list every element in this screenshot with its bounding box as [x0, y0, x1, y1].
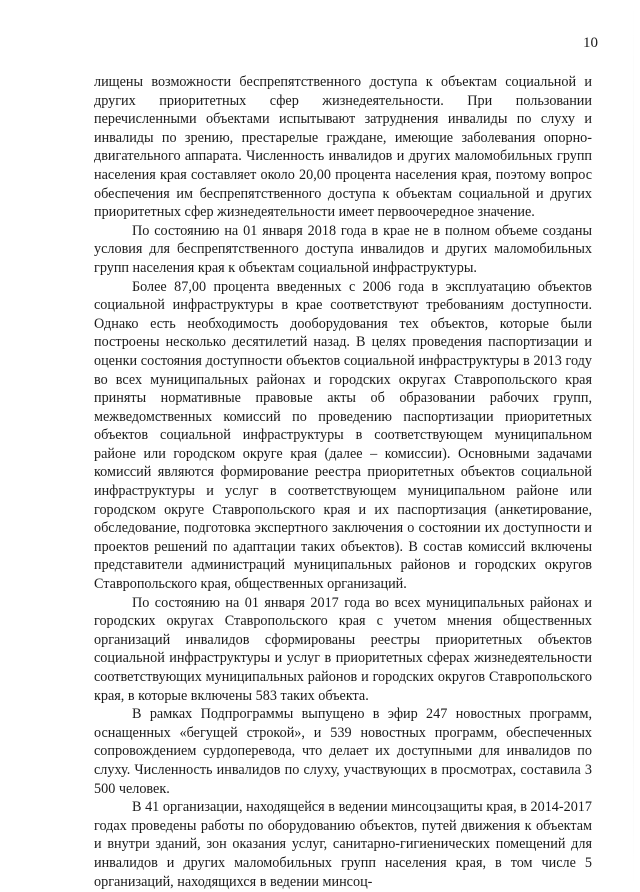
page-edge-shadow — [633, 0, 634, 892]
document-body — [94, 73, 592, 891]
paragraph-2017-registers: По состоянию на 01 января 2017 года во всех муниципальных районах и городских округах Ставропольского края с учетом мнения общественных организаций инвалидов сформированы реестры приоритетных объектов социальной инфраструктуры и услуг в приоритетных сферах жизнедеятельности соответствующих муниципальных районов и городских округов Ставропольского края, в которые включены 583 таких объекта. — [94, 594, 592, 704]
paragraph-organizations-equipment: В 41 организации, находящейся в ведении минсоцзащиты края, в 2014-2017 годах проведены работы по оборудованию объектов, путей движения к объектам и внутри зданий, зон оказания услуг, санитарно-гигиенических помещений для инвалидов и других маломобильных групп населения края, в том числе 5 организаций, находящихся в ведении минсоц- — [94, 799, 592, 890]
paragraph-news-programs: В рамках Подпрограммы выпущено в эфир 247 новостных программ, оснащенных «бегущей строкой», и 539 новостных программ, обеспеченных сопровождением сурдоперевода, что делает их доступными для инвалидов по слуху. Численность инвалидов по слуху, участвующих в просмотрах, составила 3 500 человек. — [94, 706, 592, 797]
page-number: 10 — [583, 35, 598, 51]
paragraph-2018-status: По состоянию на 01 января 2018 года в крае не в полном объеме созданы условия для беспрепятственного доступа инвалидов и других маломобильных групп населения края к объектам социальной инфраструктуры. — [94, 222, 592, 276]
paragraph-continuation: лищены возможности беспрепятственного доступа к объектам социальной и других приоритетных сфер жизнедеятельности. При пользовании перечисленными объектами испытывают затруднения инвалиды по слуху и инвалиды по зрению, престарелые граждане, имеющие заболевания опорно-двигательного аппарата. Численность инвалидов и других маломобильных групп населения края составляет около 20,00 процента населения края, поэтому вопрос обеспечения им беспрепятственного доступа к объектам социальной и других приоритетных сфер жизнедеятельности имеет первоочередное значение. — [94, 74, 592, 221]
paragraph-accessibility-passport: Более 87,00 процента введенных с 2006 года в эксплуатацию объектов социальной инфраструктуры в крае соответствуют требованиям доступности. Однако есть необходимость дооборудования тех объектов, которые были построены несколько десятилетий назад. В целях проведения паспортизации и оценки состояния доступности объектов социальной инфраструктуры в 2013 году во всех муниципальных районах и городских округах Ставропольского края приняты нормативные правовые акты об образовании рабочих групп, межведомственных комиссий по проведению паспортизации приоритетных объектов социальной инфраструктуры в соответствующем муниципальном районе или городском округе края (далее – комиссии). Основными задачами комиссий являются формирование реестра приоритетных объектов социальной инфраструктуры и услуг в соответствующем муниципальном районе или городском округе Ставропольского края и их паспортизация (анкетирование, обследование, подготовка экспертного заключения о состоянии их доступности и проектов решений по адаптации таких объектов). В состав комиссий включены представители администраций муниципальных районов и городских округов Ставропольского края, общественных организаций. — [94, 278, 592, 593]
